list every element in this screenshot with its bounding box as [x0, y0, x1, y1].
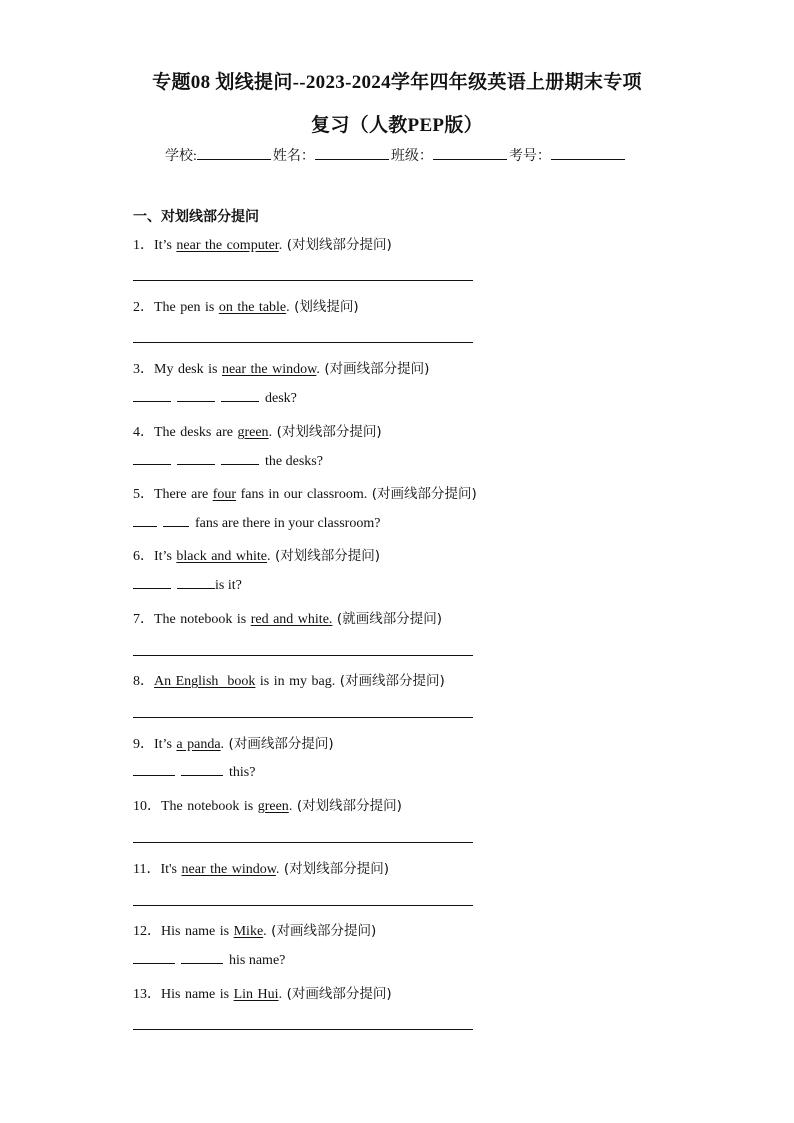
name-blank[interactable] [315, 146, 389, 160]
fill-blank[interactable] [133, 514, 157, 527]
question-text: The notebook is [154, 612, 251, 627]
fill-blank[interactable] [221, 452, 259, 465]
fill-row-6 [133, 576, 242, 594]
answer-line-13[interactable] [133, 1029, 473, 1030]
question-number: 4． [133, 425, 154, 440]
question-text: . [288, 799, 297, 814]
answer-line-11[interactable] [133, 905, 473, 906]
question-text: The desks are [154, 425, 238, 440]
question-6 [133, 544, 380, 565]
underlined-part: An English book [154, 674, 256, 689]
question-13 [133, 982, 392, 1003]
fill-blank[interactable] [133, 452, 171, 465]
question-text: The pen is [154, 300, 219, 315]
fill-row-4 [133, 452, 323, 470]
question-7 [133, 607, 442, 628]
question-text: . [278, 238, 287, 253]
underlined-part: Mike [233, 924, 264, 939]
fill-row-9 [133, 763, 255, 781]
class-label: 班级： [390, 149, 433, 164]
name-label: 姓名： [272, 149, 315, 164]
fill-blank[interactable] [177, 389, 215, 402]
question-text: His name is [161, 987, 234, 1002]
answer-line-7[interactable] [133, 655, 473, 656]
question-hint: (对画线部分提问) [339, 673, 445, 689]
fill-blank[interactable] [221, 389, 259, 402]
answer-line-10[interactable] [133, 842, 473, 843]
fill-blank[interactable] [133, 763, 175, 776]
question-2 [133, 295, 359, 316]
class-blank[interactable] [433, 146, 507, 160]
answer-line-1[interactable] [133, 280, 473, 281]
question-text: fans in our classroom. [236, 487, 372, 502]
fill-blank[interactable] [181, 951, 223, 964]
question-hint: (对画线部分提问) [228, 736, 334, 752]
underlined-part: on the table [218, 300, 287, 315]
question-text: My desk is [154, 362, 222, 377]
fill-text: desk? [265, 391, 297, 406]
fill-text: fans are there in your classroom? [195, 516, 381, 531]
question-text: . [267, 549, 276, 564]
underlined-part: green [237, 425, 269, 440]
section-title: 一、对划线部分提问 [133, 209, 259, 225]
question-text: . [220, 737, 229, 752]
fill-text: is it? [215, 578, 242, 593]
question-text: His name is [161, 924, 234, 939]
answer-line-2[interactable] [133, 342, 473, 343]
question-hint: (对划线部分提问) [276, 424, 382, 440]
fill-blank[interactable] [177, 576, 215, 589]
fill-row-5 [133, 514, 380, 532]
underlined-part: Lin Hui [233, 987, 279, 1002]
page-subtitle: 复习（人教PEP版） [311, 115, 483, 136]
question-number: 6． [133, 549, 154, 564]
question-number: 9． [133, 737, 154, 752]
question-text: . [275, 862, 284, 877]
question-9 [133, 732, 334, 753]
question-10 [133, 794, 402, 815]
question-number: 7． [133, 612, 154, 627]
question-number: 13． [133, 987, 161, 1002]
fill-text: this? [229, 765, 256, 780]
fill-blank[interactable] [163, 514, 189, 527]
page-title: 专题08 划线提问--2023-2024学年四年级英语上册期末专项 [152, 72, 642, 93]
question-8 [133, 669, 445, 690]
fill-text: the desks? [265, 454, 323, 469]
question-number: 2． [133, 300, 154, 315]
question-hint: (对划线部分提问) [296, 798, 402, 814]
question-text: . [286, 300, 295, 315]
fill-row-12 [133, 951, 285, 969]
question-text: . [263, 924, 272, 939]
question-text: It’s [154, 549, 177, 564]
question-hint: (对划线部分提问) [286, 237, 392, 253]
question-3 [133, 357, 429, 378]
fill-text: his name? [229, 953, 286, 968]
fill-blank[interactable] [181, 763, 223, 776]
underlined-part: near the computer [176, 238, 279, 253]
underlined-part: a panda [176, 737, 221, 752]
underlined-part: four [212, 487, 237, 502]
exam-no-label: 考号： [508, 149, 551, 164]
question-4 [133, 420, 382, 441]
school-label: 学校: [165, 149, 197, 164]
underlined-part: near the window [181, 862, 276, 877]
fill-blank[interactable] [177, 452, 215, 465]
exam-no-blank[interactable] [551, 146, 625, 160]
question-hint: (划线提问) [294, 299, 359, 315]
question-number: 5． [133, 487, 154, 502]
question-number: 1． [133, 238, 154, 253]
question-hint: (对画线部分提问) [286, 986, 392, 1002]
question-text: It's [160, 862, 182, 877]
question-number: 10． [133, 799, 161, 814]
fill-row-3 [133, 389, 297, 407]
question-hint: (就画线部分提问) [336, 611, 442, 627]
underlined-part: black and white [176, 549, 268, 564]
question-text: The notebook is [161, 799, 258, 814]
question-12 [133, 919, 376, 940]
question-number: 11． [133, 862, 161, 877]
underlined-part: red and white. [250, 612, 333, 627]
question-text: . [268, 425, 277, 440]
question-text: . [278, 987, 287, 1002]
question-hint: (对画线部分提问) [271, 923, 377, 939]
question-number: 12． [133, 924, 161, 939]
fill-blank[interactable] [133, 951, 175, 964]
question-hint: (对划线部分提问) [283, 861, 389, 877]
question-number: 8． [133, 674, 154, 689]
question-text: It’s [154, 238, 177, 253]
question-1 [133, 233, 392, 254]
underlined-part: near the window [221, 362, 317, 377]
fill-blank[interactable] [133, 389, 171, 402]
question-5 [133, 482, 477, 503]
fill-blank[interactable] [133, 576, 171, 589]
school-blank[interactable] [197, 146, 271, 160]
question-text: There are [154, 487, 213, 502]
question-text: . [316, 362, 325, 377]
question-hint: (对画线部分提问) [324, 361, 430, 377]
underlined-part: green [257, 799, 289, 814]
question-text: It’s [154, 737, 177, 752]
question-11 [133, 857, 389, 878]
question-text: is in my bag. [255, 674, 340, 689]
student-info-row [165, 145, 627, 165]
answer-line-8[interactable] [133, 717, 473, 718]
question-hint: (对划线部分提问) [275, 548, 381, 564]
question-number: 3． [133, 362, 154, 377]
question-hint: (对画线部分提问) [371, 486, 477, 502]
